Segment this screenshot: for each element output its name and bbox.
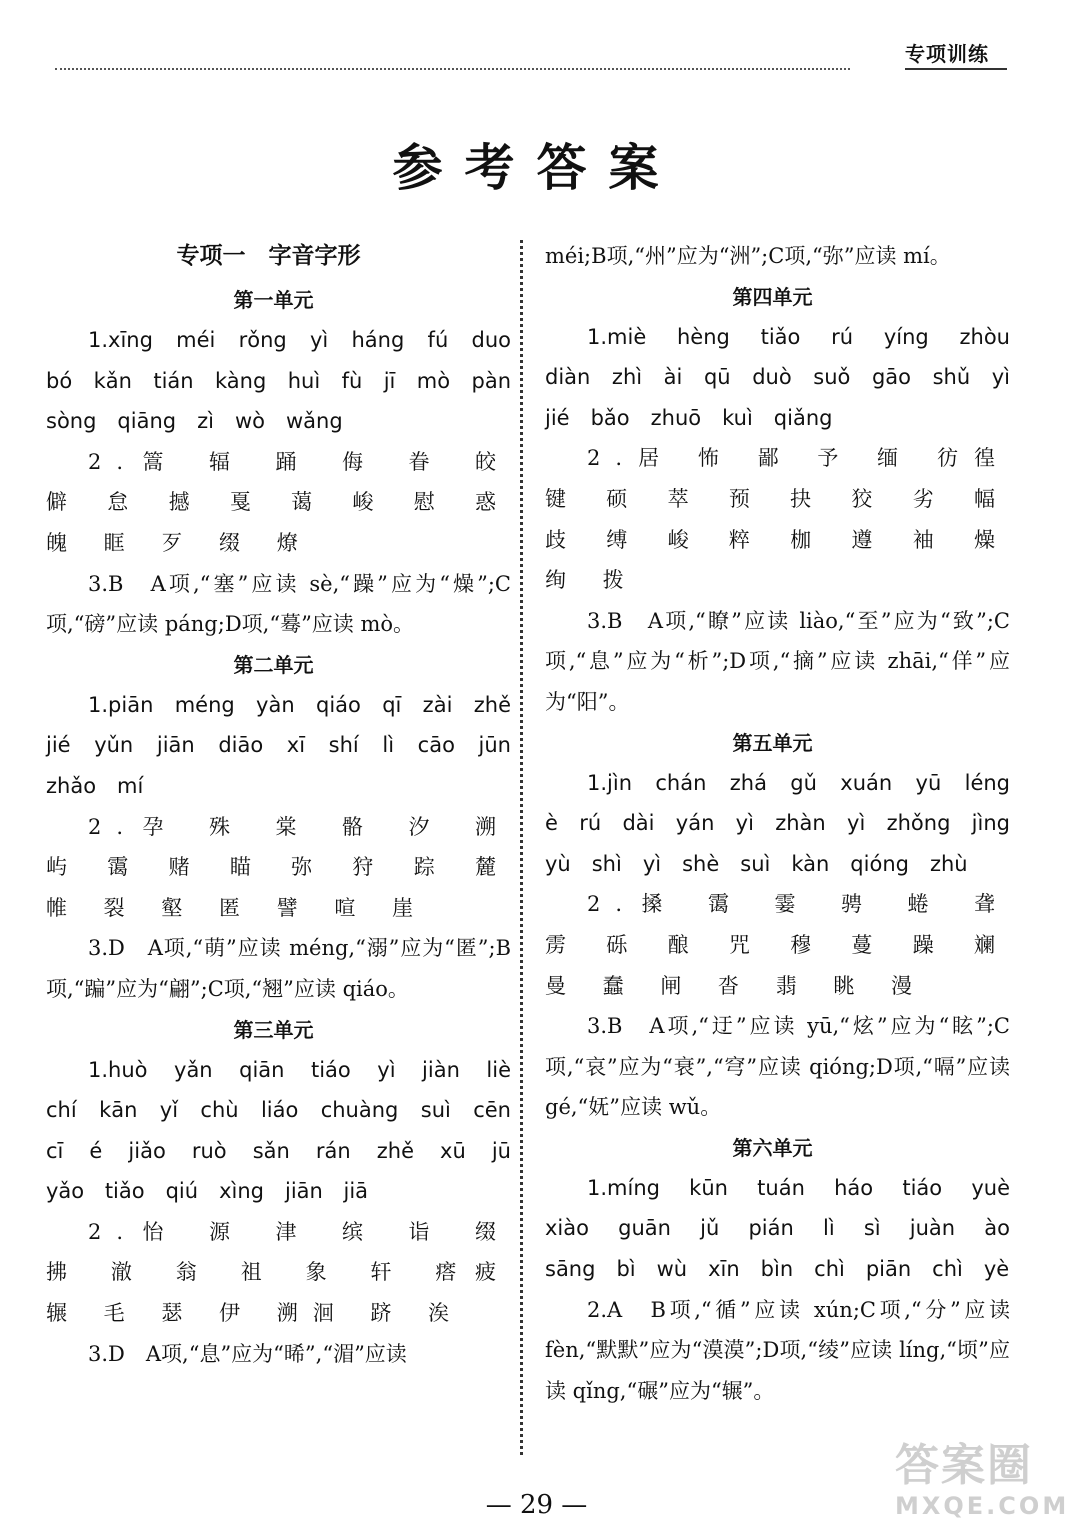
unit2-title: 第二单元 [233, 652, 314, 677]
unit3-title: 第三单元 [233, 1017, 314, 1042]
unit1-q1: 1.xīng méi rǒng yì háng fú duo bó kǎn tián kàng huì fù jī mò pàn sòng qiāng zì wò wǎng [46, 328, 532, 434]
watermark-line2: MXQE.COM [895, 1492, 1070, 1520]
unit6-q1: 1.míng kūn tuán háo tiáo yuè xiào guān jǔ pián lì sì juàn ào sāng bì wù xīn bìn chì piān chì yè [545, 1175, 1031, 1282]
unit3-q1: 1.huò yǎn qiān tiáo yì jiàn liè chí kān yǐ chù liáo chuàng suì cēn cī é jiǎo ruò sǎn rán zhě xū jū yǎo tiǎo qiú xìng jiān jiā [46, 1057, 532, 1204]
unit3-q3: 3.D A项,“息”应为“晞”,“湄”应读 [88, 1341, 407, 1366]
right-column [545, 236, 1031, 1411]
watermark-logo [895, 1440, 1070, 1530]
header-dotted-rule [55, 68, 850, 70]
unit4-q3: 3.B A项,“瞭”应读 liào,“至”应为“致”;C项,“息”应为“析”;D项,“摘”应读 zhāi,“佯”应为“阳”。 [545, 608, 1010, 714]
continuation-text: méi;B项,“州”应为“洲”;C项,“弥”应读 mí。 [545, 244, 951, 268]
header-label: 专项训练 [905, 42, 989, 66]
unit1-title: 第一单元 [233, 288, 314, 312]
page-number: — 29 — [485, 1490, 588, 1520]
column-divider [520, 240, 523, 1455]
watermark-line1: 答案圈 [895, 1440, 1033, 1491]
left-column [46, 232, 532, 1374]
unit3-q2: 2.怡 源 津 缤 诣 缀 拂 澈 翁 祖 象 轩 瘩疲 辗 毛 瑟 伊 溯洄 跻 涘 [46, 1219, 511, 1326]
header-label-underline [905, 68, 1007, 70]
unit1-q3: 3.B A项,“塞”应读 sè,“躁”应为“燥”;C项,“磅”应读 páng;D项,“蓦”应读 mò。 [46, 571, 511, 637]
unit5-q2: 2.搡 霭 霎 骋 蜷 聋 雳 砾 酿 咒 穆 蔓 躁 斓 曼 蠢 闸 沓 翡 眺 漫 [545, 892, 1010, 998]
unit5-q3: 3.B A项,“迂”应读 yū,“炫”应为“眩”;C项,“哀”应为“衰”,“穹”应读 qióng;D项,“嗝”应读 gé,“妩”应读 wǔ。 [545, 1014, 1010, 1120]
page-title: 参考答案 [392, 138, 681, 197]
unit6-q2: 2.A B项,“循”应读 xún;C项,“分”应读 fèn,“默默”应为“漠漠”;D项,“绫”应读 líng,“顷”应读 qǐng,“碾”应为“辗”。 [545, 1297, 1010, 1403]
unit1-q2: 2.篙 辐 踊 侮 眷 皎 僻 怠 撼 戛 蔼 峻 慰 惑 魄 眶 歹 缀 燎 [46, 449, 511, 555]
unit2-q3: 3.D A项,“萌”应读 méng,“溺”应为“匿”;B项,“蹁”应为“翩”;C项,“翘”应读 qiáo。 [46, 936, 511, 1001]
unit5-q1: 1.jìn chán zhá gǔ xuán yū léng è rú dài yán yì zhàn yì zhǒng jìng yù shì yì shè suì kàn qióng zhù [545, 770, 1031, 876]
section-title: 专项一 字音字形 [176, 243, 361, 269]
unit4-q1: 1.miè hèng tiǎo rú yíng zhòu diàn zhì ài qū duò suǒ gāo shǔ yì jié bǎo zhuō kuì qiǎng [545, 324, 1031, 430]
unit5-title: 第五单元 [732, 730, 813, 755]
unit2-q2: 2.孕 殊 棠 骼 汐 溯 屿 霭 赌 瞄 弥 狩 踪 麓 帷 裂 壑 匿 譬 喧 崖 [46, 814, 511, 920]
unit6-title: 第六单元 [732, 1135, 813, 1160]
unit4-title: 第四单元 [732, 284, 813, 309]
unit2-q1: 1.piān méng yàn qiáo qī zài zhě jié yǔn jiān diāo xī shí lì cāo jūn zhǎo mí [46, 692, 532, 798]
unit4-q2: 2.居 怖 鄙 予 缅 彷徨 键 硕 萃 预 抉 狡 劣 幅 歧 缚 峻 粹 枷 遵 袖 燥 绚 拨 [545, 446, 1010, 593]
